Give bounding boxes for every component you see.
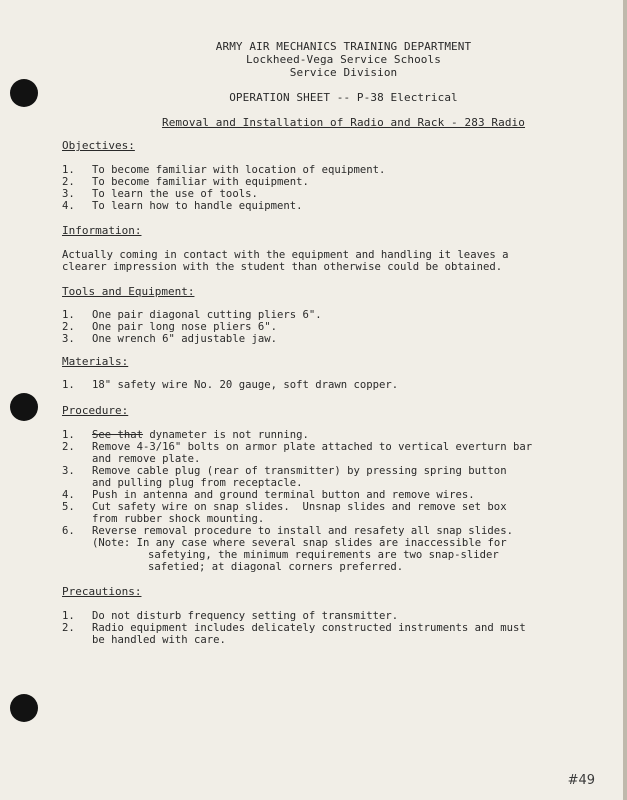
objectives-title: Objectives: <box>62 139 135 152</box>
procedure-step <box>62 489 597 501</box>
objectives-item <box>62 164 597 176</box>
item-number: 1. <box>62 379 75 391</box>
item-number: 1. <box>62 429 75 441</box>
item-number: 2. <box>62 441 75 453</box>
item-text: Cut safety wire on snap slides. Unsnap slides and remove set box <box>92 501 507 513</box>
item-number: 3. <box>62 188 75 200</box>
procedure-note <box>92 537 597 549</box>
precautions-item <box>62 622 597 634</box>
item-text: To become familiar with equipment. <box>92 176 309 188</box>
item-number: 1. <box>62 164 75 176</box>
item-text: Reverse removal procedure to install and resafety all snap slides. <box>92 525 513 537</box>
item-text: One pair long nose pliers 6". <box>92 321 277 333</box>
materials-title: Materials: <box>62 355 129 368</box>
information-line: clearer impression with the student than otherwise could be obtained. <box>62 261 503 273</box>
procedure-step <box>62 501 597 513</box>
tools-item <box>62 333 597 345</box>
item-text: Push in antenna and ground terminal button and remove wires. <box>92 489 475 501</box>
procedure-step <box>62 441 597 453</box>
header-subject: Removal and Installation of Radio and Rack - 283 Radio <box>161 116 526 129</box>
procedure-step-continued: from rubber shock mounting. <box>92 513 265 525</box>
tools-item <box>62 321 597 333</box>
procedure-note-continued: safetying, the minimum requirements are two snap-slider <box>148 549 499 561</box>
item-number: 6. <box>62 525 75 537</box>
item-text: dynameter is not running. <box>143 429 309 441</box>
tools-title: Tools and Equipment: <box>62 285 195 298</box>
item-text: 18" safety wire No. 20 gauge, soft drawn copper. <box>92 379 399 391</box>
item-number: 3. <box>62 333 75 345</box>
item-text: To learn the use of tools. <box>92 188 258 200</box>
precautions-item-continued: be handled with care. <box>92 634 226 646</box>
item-text: One wrench 6" adjustable jaw. <box>92 333 277 345</box>
note-label: (Note: <box>92 537 131 549</box>
item-text: Remove cable plug (rear of transmitter) by pressing spring button <box>92 465 507 477</box>
binder-hole-bottom <box>10 694 38 722</box>
item-number: 4. <box>62 200 75 212</box>
item-number: 1. <box>62 610 75 622</box>
procedure-title: Procedure: <box>62 404 129 417</box>
procedure-step <box>62 525 597 537</box>
item-number: 4. <box>62 489 75 501</box>
objectives-item <box>62 188 597 200</box>
procedure-step-continued: and pulling plug from receptacle. <box>92 477 303 489</box>
procedure-step-continued: and remove plate. <box>92 453 201 465</box>
item-number: 3. <box>62 465 75 477</box>
item-number: 2. <box>62 622 75 634</box>
information-title: Information: <box>62 224 142 237</box>
note-text: In any case where several snap slides are inaccessible for <box>130 537 507 549</box>
procedure-note-continued: safetied; at diagonal corners preferred. <box>148 561 404 573</box>
header-schools: Lockheed-Vega Service Schools <box>246 53 441 66</box>
materials-item <box>62 379 597 391</box>
header-division: Service Division <box>289 66 398 79</box>
binder-hole-middle <box>10 393 38 421</box>
item-text: Remove 4-3/16" bolts on armor plate attached to vertical everturn bar <box>92 441 533 453</box>
item-number: 1. <box>62 309 75 321</box>
procedure-step <box>62 429 597 441</box>
objectives-item <box>62 200 597 212</box>
page-number-stamp: #49 <box>567 773 595 788</box>
header-operation-sheet: OPERATION SHEET -- P-38 Electrical <box>229 91 458 104</box>
precautions-title: Precautions: <box>62 585 142 598</box>
item-text: Radio equipment includes delicately constructed instruments and must <box>92 622 526 634</box>
item-number: 2. <box>62 176 75 188</box>
item-number: 5. <box>62 501 75 513</box>
precautions-item <box>62 610 597 622</box>
item-number: 2. <box>62 321 75 333</box>
procedure-step <box>62 465 597 477</box>
objectives-item <box>62 176 597 188</box>
item-text: To learn how to handle equipment. <box>92 200 303 212</box>
item-text: Do not disturb frequency setting of transmitter. <box>92 610 399 622</box>
information-line: Actually coming in contact with the equipment and handling it leaves a <box>62 249 509 261</box>
item-text: To become familiar with location of equipment. <box>92 164 386 176</box>
struck-text: See that <box>92 429 144 441</box>
item-text: One pair diagonal cutting pliers 6". <box>92 309 322 321</box>
tools-item <box>62 309 597 321</box>
header-department: ARMY AIR MECHANICS TRAINING DEPARTMENT <box>215 40 472 53</box>
